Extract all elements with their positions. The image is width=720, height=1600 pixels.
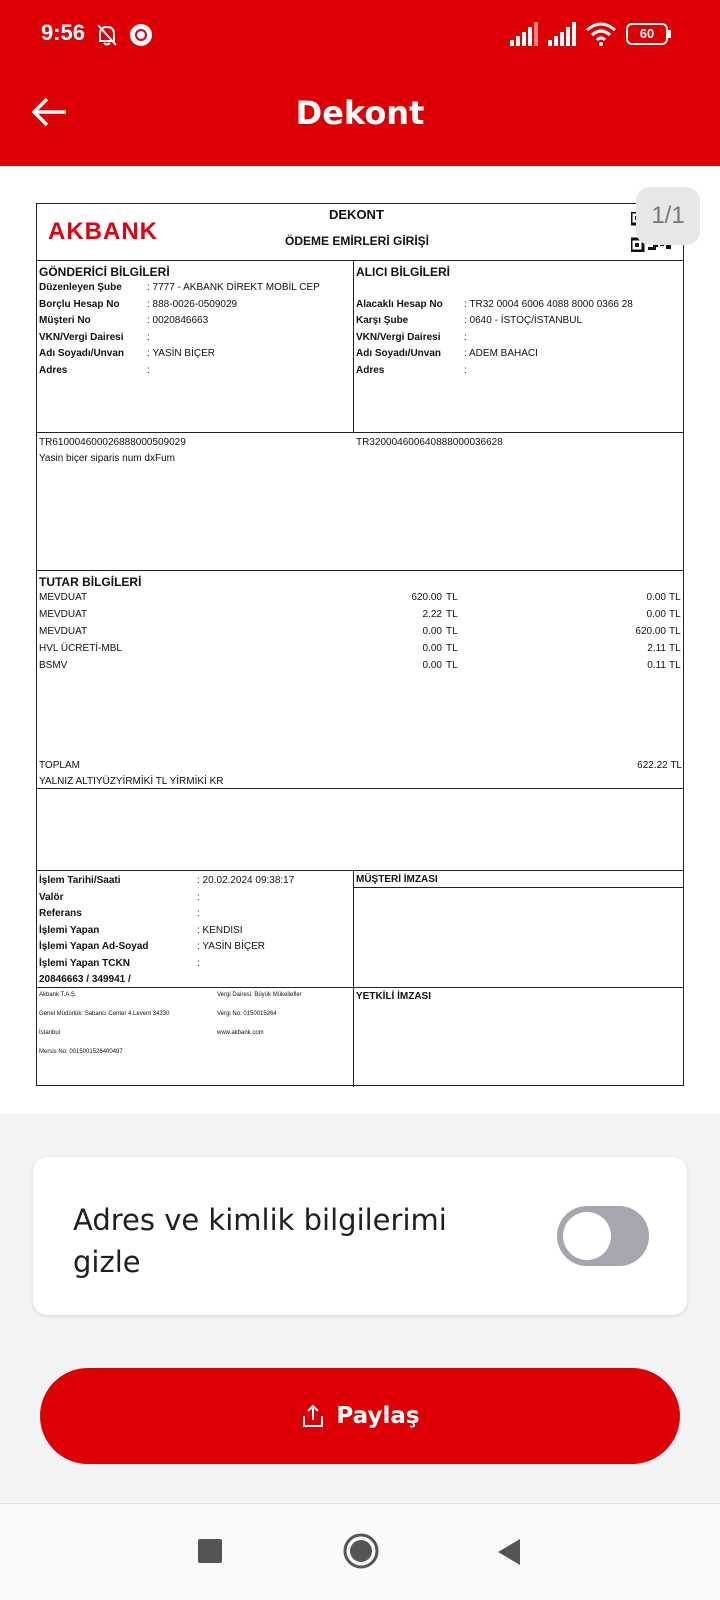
amount-debit-currency: TL <box>446 643 458 654</box>
recents-square-icon[interactable] <box>198 1539 222 1563</box>
transaction-label: Referans <box>39 908 82 919</box>
app-bar <box>0 70 720 166</box>
amount-name: MEVDUAT <box>39 626 88 637</box>
receiver-value: : <box>464 365 467 376</box>
battery-level: 60 <box>639 26 655 41</box>
status-time: 9:56 <box>41 20 86 45</box>
sender-label: Düzenleyen Şube <box>39 282 122 293</box>
footer-left-line: Akbank T.A.Ş. <box>39 992 77 998</box>
parties-divider <box>353 261 354 433</box>
iban-from: TR610004600026888000509029 <box>39 437 186 448</box>
share-button-label: Paylaş <box>336 1403 420 1429</box>
transaction-label: İşlem Tarihi/Saati <box>39 875 121 886</box>
total-value: 622.22 TL <box>637 760 682 771</box>
sender-value: : 0020846663 <box>147 315 209 326</box>
authorized-signature-label: YETKİLİ İMZASI <box>356 991 431 1002</box>
amount-name: MEVDUAT <box>39 609 88 620</box>
transaction-label: Valör <box>39 892 64 903</box>
total-label: TOPLAM <box>39 760 80 771</box>
bell-off-icon <box>95 22 119 48</box>
footer-divider <box>37 987 683 988</box>
sender-label: Adı Soyadı/Unvan <box>39 348 125 359</box>
receiver-value: : ADEM BAHACI <box>464 348 538 359</box>
amount-debit: 2.22 <box>422 609 442 620</box>
toggle-knob <box>563 1212 611 1260</box>
receiver-value: : TR32 0004 6006 4088 8000 0366 28 <box>464 299 633 310</box>
hide-info-card <box>33 1157 687 1315</box>
sender-value: : <box>147 365 150 376</box>
amount-name: MEVDUAT <box>39 592 88 603</box>
chrome-icon <box>128 22 154 48</box>
receiver-label: Alacaklı Hesap No <box>356 299 443 310</box>
wifi-icon <box>585 22 617 46</box>
sender-value: : YASİN BİÇER <box>147 348 215 359</box>
receipt-header-row <box>37 204 683 261</box>
receipt-subtitle: ÖDEME EMİRLERİ GİRİŞİ <box>285 234 430 248</box>
sender-label: Borçlu Hesap No <box>39 299 120 310</box>
share-button-content <box>40 1368 680 1464</box>
receiver-label: Adı Soyadı/Unvan <box>356 348 442 359</box>
signal-2-icon <box>548 22 578 46</box>
total-in-words: YALNIZ ALTIYÜZYİRMİKİ TL YİRMİKİ KR <box>39 776 224 787</box>
amount-credit-currency: TL <box>669 643 681 654</box>
transaction-value: : YASİN BİÇER <box>197 941 265 952</box>
signal-1-icon <box>510 22 540 46</box>
hide-info-toggle[interactable] <box>557 1206 649 1266</box>
parties-row <box>37 261 683 433</box>
receiver-value: : <box>464 332 467 343</box>
amount-credit: 620.00 <box>635 626 666 637</box>
footer-right-line: Vergi Dairesi: Büyük Mükellefler <box>217 992 302 998</box>
amount-debit-currency: TL <box>446 609 458 620</box>
home-circle-icon[interactable] <box>342 1532 380 1570</box>
transaction-value: : <box>197 908 200 919</box>
hide-info-label: Adres ve kimlik bilgilerimi gizle <box>73 1203 447 1279</box>
receiver-label: Adres <box>356 365 385 376</box>
amount-credit-currency: TL <box>669 626 681 637</box>
transaction-value: : <box>197 958 200 969</box>
footer-left-line: İstanbul <box>39 1030 61 1036</box>
amount-name: BSMV <box>39 660 68 671</box>
customer-signature-label: MÜŞTERİ İMZASI <box>356 874 438 885</box>
amount-debit: 620.00 <box>411 592 442 603</box>
payment-description: Yasin biçer siparis num dxFum <box>39 453 175 464</box>
blank-row <box>37 789 683 871</box>
amount-debit: 0.00 <box>422 660 442 671</box>
system-nav-bar <box>0 1503 720 1600</box>
sender-value: : 888-0026-0509029 <box>147 299 238 310</box>
transaction-label: İşlemi Yapan <box>39 925 100 936</box>
amount-credit-currency: TL <box>669 592 681 603</box>
amount-credit: 0.00 <box>646 592 666 603</box>
amount-name: HVL ÜCRETİ-MBL <box>39 643 122 654</box>
amounts-heading: TUTAR BİLGİLERİ <box>39 575 142 589</box>
amount-credit-currency: TL <box>669 609 681 620</box>
receipt-document <box>36 203 684 1086</box>
footer-right-line: www.akbank.com <box>217 1030 264 1036</box>
receiver-label: VKN/Vergi Dairesi <box>356 332 441 343</box>
signature-divider <box>353 871 354 1087</box>
sender-value: : <box>147 332 150 343</box>
sender-value: : 7777 - AKBANK DİREKT MOBİL CEP <box>147 282 320 293</box>
amounts-row <box>37 571 683 789</box>
share-button[interactable] <box>40 1368 680 1464</box>
transaction-value: : <box>197 892 200 903</box>
footer-right-line: Vergi No: 0150015264 <box>217 1011 277 1017</box>
amount-debit-currency: TL <box>446 592 458 603</box>
battery-icon <box>626 23 668 45</box>
footer-left-line: Mersis No: 0015001526400497 <box>39 1049 123 1055</box>
amount-debit: 0.00 <box>422 626 442 637</box>
transaction-label: İşlemi Yapan TCKN <box>39 958 130 969</box>
receipt-title: DEKONT <box>329 207 384 222</box>
receiver-value: : 0640 - İSTOÇ/İSTANBUL <box>464 315 583 326</box>
transaction-ref-line: 20846663 / 349941 / <box>39 974 131 985</box>
sender-heading: GÖNDERİCİ BİLGİLERİ <box>39 265 170 279</box>
akbank-logo: AKBANK <box>48 218 158 245</box>
customer-signature-line <box>354 887 683 888</box>
transaction-value: : KENDISI <box>197 925 243 936</box>
transaction-label: İşlemi Yapan Ad-Soyad <box>39 941 149 952</box>
amount-debit-currency: TL <box>446 626 458 637</box>
back-triangle-icon[interactable] <box>496 1537 522 1567</box>
amount-credit: 0.11 <box>647 660 666 671</box>
amount-debit-currency: TL <box>446 660 458 671</box>
amount-credit: 0.00 <box>646 609 666 620</box>
amount-credit-currency: TL <box>669 660 681 671</box>
status-bar <box>0 0 720 70</box>
page-counter: 1/1 <box>636 187 700 245</box>
sender-label: Adres <box>39 365 68 376</box>
footer-left-line: Genel Müdürlük: Sabancı Center 4.Levent 34330 <box>39 1011 170 1017</box>
receiver-heading: ALICI BİLGİLERİ <box>356 265 450 279</box>
battery-tip <box>668 30 671 38</box>
share-icon <box>300 1403 326 1429</box>
transaction-value: : 20.02.2024 09:38:17 <box>197 875 295 886</box>
sender-label: VKN/Vergi Dairesi <box>39 332 124 343</box>
iban-to: TR320004600640888000036628 <box>356 437 503 448</box>
amount-debit: 0.00 <box>422 643 442 654</box>
receiver-label: Karşı Şube <box>356 315 409 326</box>
page-title: Dekont <box>295 94 425 132</box>
amount-credit: 2.11 <box>647 643 666 654</box>
sender-label: Müşteri No <box>39 315 91 326</box>
